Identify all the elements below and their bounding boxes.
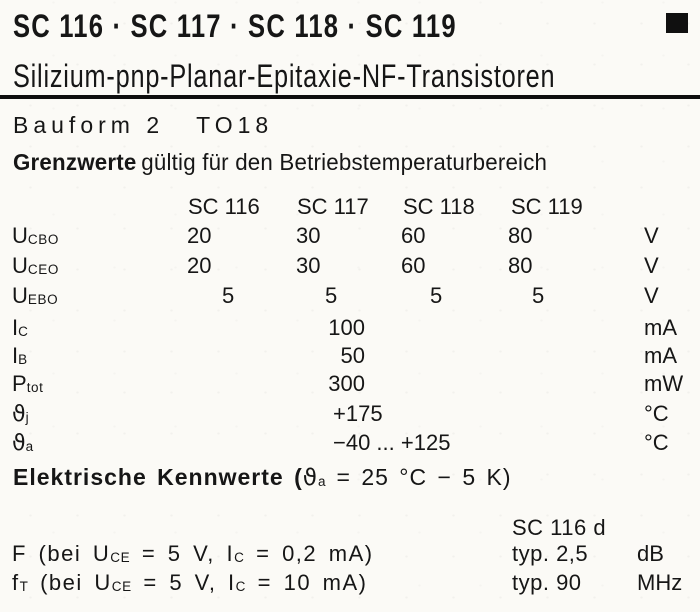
unit-label: mW [644,371,684,396]
unit-label: dB [637,541,664,566]
kennwerte-heading [13,466,512,490]
column-header: SC 117 [297,194,369,219]
kennwerte-heading-rest: = 25 °C − 5 K) [326,464,512,490]
unit-label: mA [644,315,677,340]
unit-label: °C [644,430,669,455]
page-subtitle: Silizium-pnp-Planar-Epitaxie-NF-Transistoren [13,58,556,94]
unit-label: V [644,253,659,278]
theta-symbol: ϑ [302,465,319,491]
table-row-uceo [0,255,700,281]
table-cell: 5 [325,283,338,308]
kennwerte-row-f [0,543,700,569]
table-cell: 30 [296,253,321,278]
table-cell: 30 [296,223,321,248]
kennwerte-row-ft [0,572,700,598]
typ-value: typ. 2,5 [512,541,589,566]
bauform-line [13,114,273,137]
column-header: SC 119 [511,194,583,219]
table-cell: 300 [328,371,365,396]
table-cell: +175 [333,401,383,426]
table-cell: 20 [187,253,212,278]
table-row-uebo [0,285,700,311]
table-row-ptot [0,373,700,399]
limits-table-header-row [0,196,700,222]
table-row-theta-a [0,432,700,458]
row-symbol: Ptot [12,371,44,396]
row-symbol: ϑj [12,402,30,427]
table-cell: 100 [328,315,365,340]
column-header: SC 118 [403,194,475,219]
filled-square-icon [666,13,688,33]
table-cell: 20 [187,223,212,248]
kennwerte-column-header: SC 116 d [512,515,607,540]
row-symbol: ϑa [12,431,34,456]
page-title: SC 116 · SC 117 · SC 118 · SC 119 [13,8,457,44]
limits-heading-rest: gültig für den Betriebstemperaturbereich [141,149,548,175]
table-cell: 60 [401,223,426,248]
table-cell: −40 ... +125 [333,430,451,455]
table-cell: 60 [401,253,426,278]
table-cell: 5 [430,283,443,308]
limits-heading [13,151,547,174]
theta-subscript: a [318,474,327,489]
table-cell: 80 [508,223,533,248]
parameter-label: F (bei UCE = 5 V, IC = 0,2 mA) [12,541,374,566]
row-symbol: IC [12,315,29,340]
row-symbol: UCBO [12,223,59,248]
row-symbol: UCEO [12,253,59,278]
bauform-value: TO18 [196,112,274,138]
unit-label: MHz [637,570,683,595]
typ-value: typ. 90 [512,570,582,595]
table-row-theta-j [0,403,700,429]
table-row-ucbo [0,225,700,251]
table-row-ib [0,345,700,371]
parameter-label: fT (bei UCE = 5 V, IC = 10 mA) [12,570,368,595]
bauform-label: Bauform 2 [13,112,165,138]
table-cell: 50 [340,343,365,368]
limits-heading-bold: Grenzwerte [13,149,137,175]
table-cell: 80 [508,253,533,278]
unit-label: °C [644,401,669,426]
row-symbol: UEBO [12,283,59,308]
kennwerte-heading-bold: Elektrische Kennwerte ( [13,464,303,490]
unit-label: V [644,223,659,248]
table-cell: 5 [222,283,235,308]
table-row-ic [0,317,700,343]
divider-rule [0,95,700,99]
unit-label: mA [644,343,677,368]
column-header: SC 116 [188,194,260,219]
table-cell: 5 [532,283,545,308]
unit-label: V [644,283,659,308]
row-symbol: IB [12,343,28,368]
